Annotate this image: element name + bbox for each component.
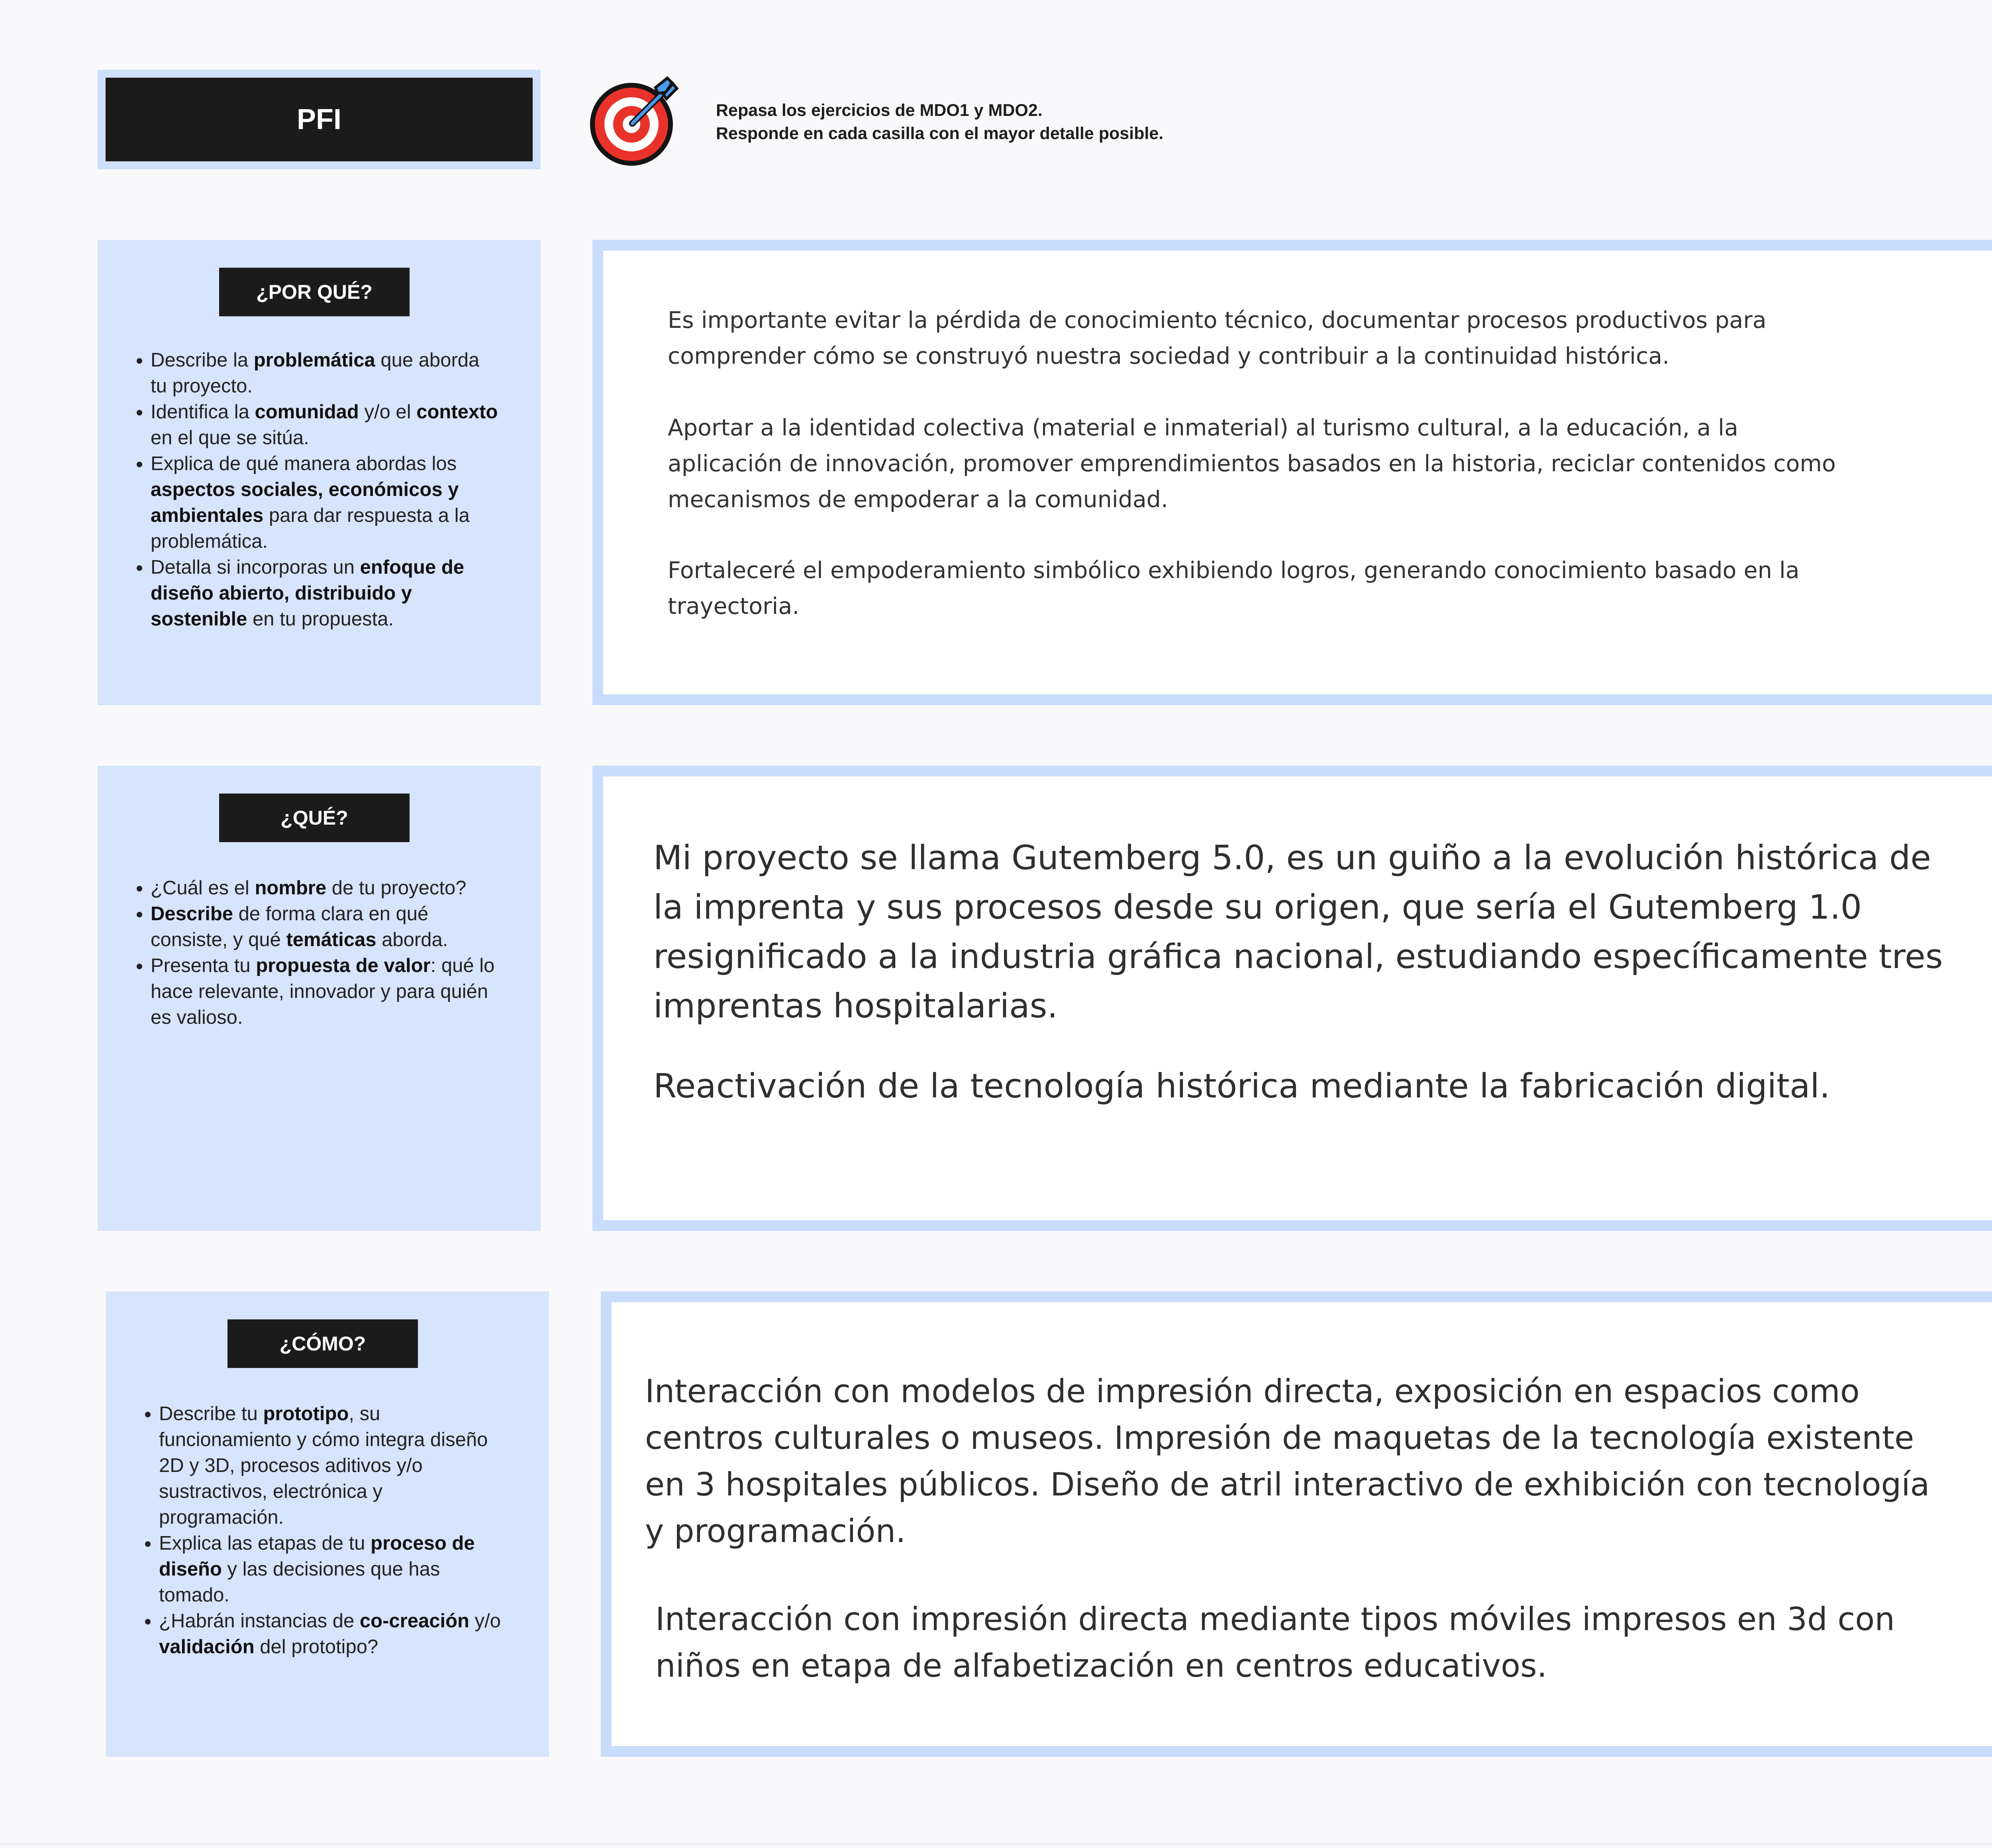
por-que-answer-paragraph[interactable]: Fortaleceré el empoderamiento simbólico exhibiendo logros, generando conocimiento basado en la trayectoria. [668,557,1800,619]
como-answer-paragraph[interactable]: Interacción con modelos de impresión directa, exposición en espacios como centros culturales o museos. Impresión de maquetas de la tecnología existente en 3 hospitales públicos. Diseño de atril interactivo de exhibición con tecnología y programación. [645,1373,1930,1550]
por-que-prompt-card [98,240,541,705]
instructions-line-1: Repasa los ejercicios de MDO1 y MDO2. [716,101,1043,120]
como-answer-box[interactable] [601,1291,1992,1757]
guideline-item: • Explica de qué manera abordas los aspectos sociales, económicos y ambientales para dar respuesta a la problemática. [151,451,501,555]
guideline-item: • ¿Cuál es el nombre de tu proyecto? [151,875,501,901]
guideline-item: • Presenta tu propuesta de valor: qué lo hace relevante, innovador y para quién es valioso. [151,953,501,1031]
guideline-item: • Identifica la comunidad y/o el contexto en el que se sitúa. [151,399,501,451]
instructions-line-2: Responde en cada casilla con el mayor detalle posible. [716,124,1164,143]
como-answer-paragraph[interactable]: Interacción con impresión directa mediante tipos móviles impresos en 3d con niños en etapa de alfabetización en centros educativos. [655,1601,1895,1684]
como-guidelines [140,1401,509,1660]
como-prompt-card [106,1291,549,1757]
guideline-item: • Describe tu prototipo, su funcionamiento y cómo integra diseño 2D y 3D, procesos aditivos y/o sustractivos, electrónica y programación. [159,1401,509,1531]
que-answer-paragraph[interactable]: Reactivación de la tecnología histórica mediante la fabricación digital. [653,1066,1830,1105]
por-que-heading: ¿POR QUÉ? [219,268,410,316]
guideline-item: • ¿Habrán instancias de co-creación y/o validación del prototipo? [159,1608,509,1660]
instructions [716,99,1163,145]
title-frame [98,70,541,169]
por-que-guidelines [131,347,501,632]
que-answer-paragraph[interactable]: Mi proyecto se llama Gutemberg 5.0, es un guiño a la evolución histórica de la imprenta y sus procesos desde su origen, que sería el Gutemberg 1.0 resignificado a la industria gráfica nacional, estudiando específicamente tres imprentas hospitalarias. [653,838,1943,1025]
guideline-item: • Detalla si incorporas un enfoque de diseño abierto, distribuido y sostenible en tu propuesta. [151,555,501,632]
guideline-item: • Explica las etapas de tu proceso de diseño y las decisiones que has tomado. [159,1531,509,1608]
que-heading: ¿QUÉ? [219,794,410,842]
por-que-answer-paragraph[interactable]: Aportar a la identidad colectiva (material e inmaterial) al turismo cultural, a la educación, a la aplicación de innovación, promover emprendimientos basados en la historia, reciclar contenidos como mecanismos de empoderar a la comunidad. [668,415,1836,513]
como-heading: ¿CÓMO? [227,1319,418,1368]
que-prompt-card [98,766,541,1231]
que-answer-box[interactable] [592,766,1992,1231]
por-que-answer-paragraph[interactable]: Es importante evitar la pérdida de conocimiento técnico, documentar procesos productivos para comprender cómo se construyó nuestra sociedad y contribuir a la continuidad histórica. [668,307,1767,369]
por-que-answer-box[interactable] [592,240,1992,705]
guideline-item: • Describe de forma clara en qué consiste, y qué temáticas aborda. [151,901,501,953]
page-title: PFI [106,78,533,161]
guideline-item: • Describe la problemática que aborda tu proyecto. [151,347,501,399]
que-guidelines [131,875,501,1031]
target-icon [588,76,679,167]
